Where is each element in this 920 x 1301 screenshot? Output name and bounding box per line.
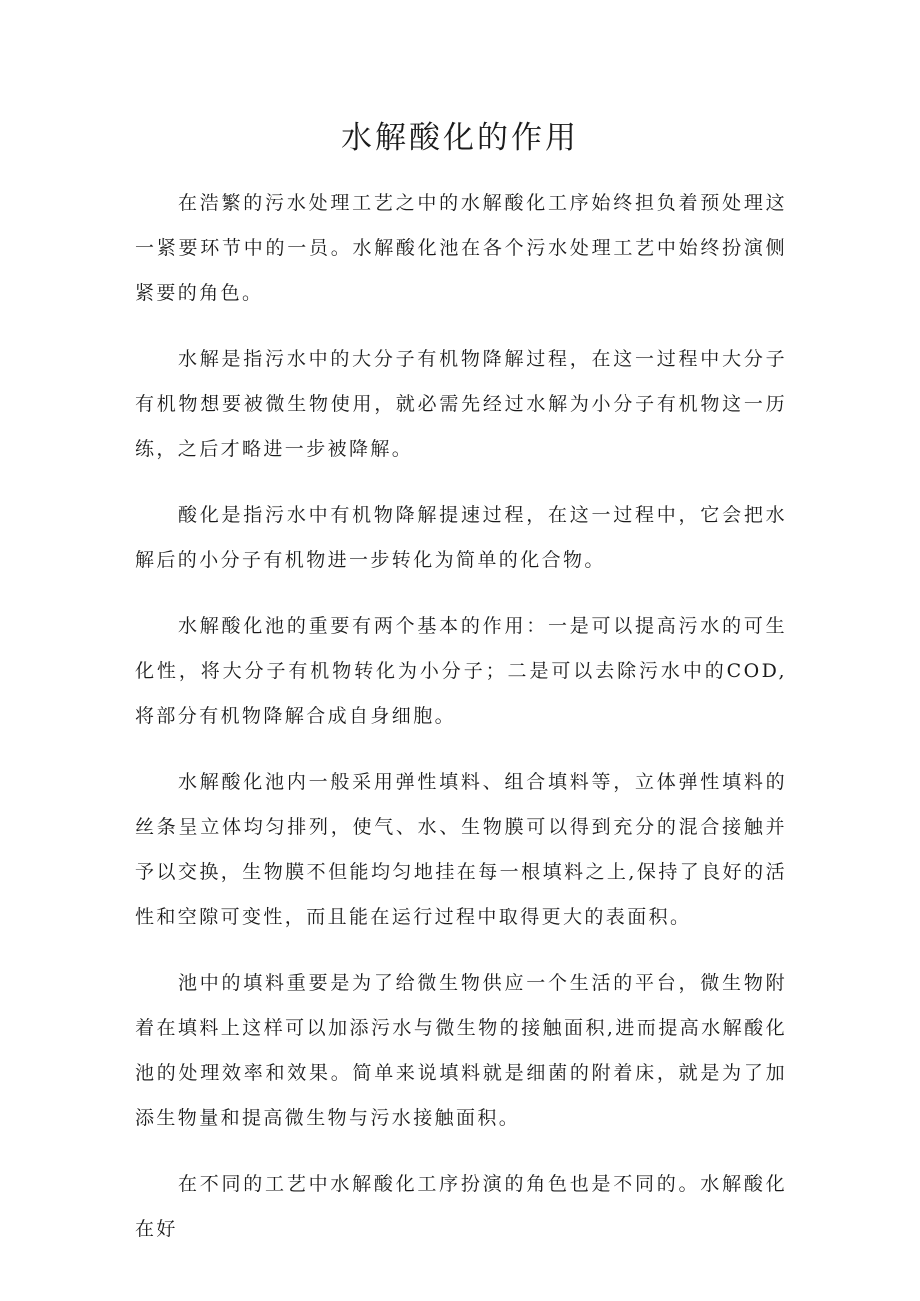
paragraph-6: 池中的填料重要是为了给微生物供应一个生活的平台，微生物附着在填料上这样可以加添污水与微生物的接触面积,进而提高水解酸化池的处理效率和效果。简单来说填料就是细菌的附着床，就是为了加添生物量和提高微生物与污水接触面积。 (135, 972, 787, 1129)
paragraph-4: 水解酸化池的重要有两个基本的作用：一是可以提高污水的可生化性，将大分子有机物转化为小分子；二是可以去除污水中的COD,将部分有机物降解合成自身细胞。 (135, 615, 787, 727)
document-body (135, 181, 787, 1273)
paragraph-2: 水解是指污水中的大分子有机物降解过程，在这一过程中大分子有机物想要被微生物使用，就必需先经过水解为小分子有机物这一历练，之后才略进一步被降解。 (135, 348, 787, 460)
document-title: 水解酸化的作用 (341, 120, 579, 156)
paragraph-3: 酸化是指污水中有机物降解提速过程，在这一过程中，它会把水解后的小分子有机物进一步转化为简单的化合物。 (135, 504, 787, 571)
paragraph-7: 在不同的工艺中水解酸化工序扮演的角色也是不同的。水解酸化在好 (135, 1173, 787, 1240)
paragraph-1: 在浩繁的污水处理工艺之中的水解酸化工序始终担负着预处理这一紧要环节中的一员。水解酸化池在各个污水处理工艺中始终扮演侧紧要的角色。 (135, 192, 787, 304)
paragraph-5: 水解酸化池内一般采用弹性填料、组合填料等，立体弹性填料的丝条呈立体均匀排列，使气、水、生物膜可以得到充分的混合接触并予以交换，生物膜不但能均匀地挂在每一根填料之上,保持了良好的活性和空隙可变性，而且能在运行过程中取得更大的表面积。 (135, 771, 787, 928)
